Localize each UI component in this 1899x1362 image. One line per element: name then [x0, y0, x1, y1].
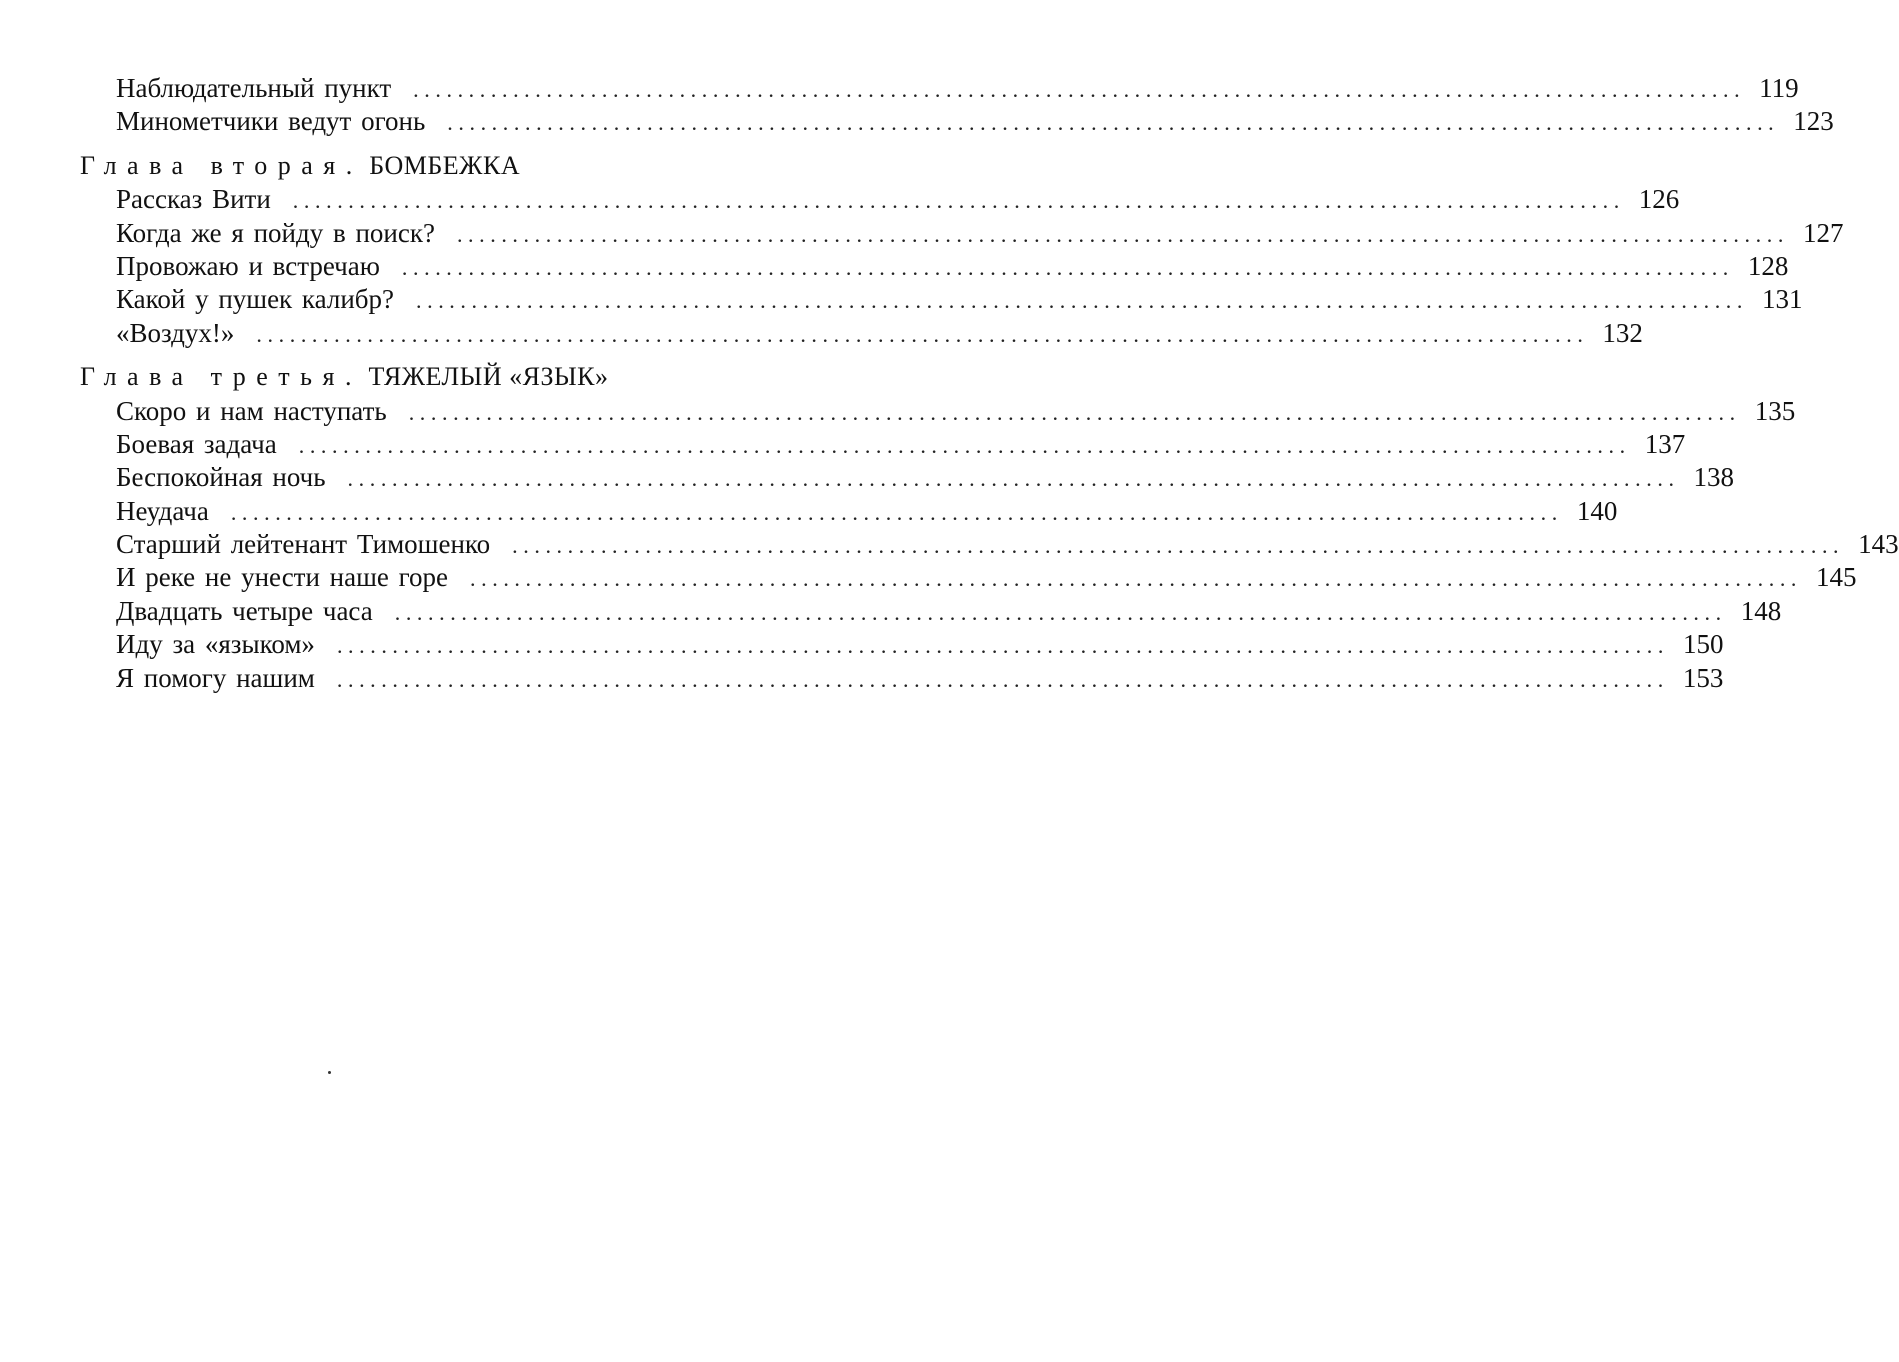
entry-title: Беспокойная ночь	[116, 462, 326, 493]
entry-title: Иду за «языком»	[116, 629, 315, 660]
entry-page-number: 126	[1638, 184, 1680, 215]
dot-leader: ........................................................................................................................	[347, 466, 1680, 492]
toc-entry	[116, 317, 1643, 350]
entry-title: И реке не унести наше горе	[116, 562, 449, 593]
dot-leader: ........................................................................................................................	[298, 432, 1631, 458]
entry-title: Боевая задача	[116, 428, 277, 459]
toc-entry	[116, 72, 1799, 105]
entry-page-number: 145	[1816, 562, 1857, 593]
entry-page-number: 153	[1682, 662, 1724, 693]
chapter-name: ТЯЖЕЛЫЙ «ЯЗЫК»	[368, 362, 609, 392]
entry-title: Скоро и нам наступать	[116, 395, 387, 426]
dot-leader: ........................................................................................................................	[336, 666, 1669, 692]
toc-entry	[116, 561, 1857, 594]
toc-entry	[116, 283, 1803, 316]
dot-leader: ........................................................................................................................	[401, 254, 1734, 280]
dot-leader: ........................................................................................................................	[230, 499, 1563, 525]
entry-page-number: 131	[1762, 284, 1803, 315]
print-speck	[328, 1071, 331, 1074]
toc-entry	[116, 183, 1680, 216]
dot-leader: ........................................................................................................................	[336, 633, 1669, 659]
entry-page-number: 137	[1644, 428, 1686, 459]
entry-page-number: 148	[1740, 595, 1782, 626]
entry-title: Рассказ Вити	[116, 184, 271, 215]
dot-leader: ........................................................................................................................	[292, 188, 1625, 214]
entry-title: Двадцать четыре часа	[116, 595, 373, 626]
chapter-prefix: Глава вторая.	[80, 150, 363, 180]
chapter-heading	[80, 360, 1000, 393]
entry-title: Неудача	[116, 495, 209, 526]
entry-page-number: 128	[1747, 250, 1789, 281]
entry-page-number: 138	[1693, 462, 1735, 493]
toc-entry	[116, 495, 1618, 528]
dot-leader: ........................................................................................................................	[456, 221, 1789, 247]
toc-entry	[116, 105, 1834, 138]
entry-title: Наблюдательный пункт	[116, 73, 392, 103]
entry-title: Старший лейтенант Тимошенко	[116, 529, 491, 560]
entry-title: Когда же я пойду в поиск?	[116, 217, 435, 248]
dot-leader: ........................................................................................................................	[512, 533, 1845, 559]
chapter-name: БОМБЕЖКА	[369, 150, 521, 180]
toc-entry	[116, 662, 1724, 695]
dot-leader: ........................................................................................................................	[470, 566, 1803, 592]
entry-title: «Воздух!»	[116, 317, 235, 348]
dot-leader: ........................................................................................................................	[256, 321, 1589, 347]
dot-leader: ........................................................................................................................	[447, 110, 1780, 136]
entry-page-number: 132	[1602, 317, 1643, 348]
entry-title: Я помогу нашим	[116, 662, 315, 693]
entry-title: Минометчики ведут огонь	[116, 106, 426, 137]
toc-entry	[116, 217, 1844, 250]
entry-page-number: 127	[1802, 217, 1844, 248]
toc-entry	[116, 428, 1686, 461]
toc-entry	[116, 528, 1899, 561]
entry-page-number: 123	[1793, 106, 1834, 137]
entry-page-number: 140	[1576, 495, 1618, 526]
entry-page-number: 150	[1682, 629, 1724, 660]
dot-leader: ........................................................................................................................	[394, 599, 1727, 625]
dot-leader: ........................................................................................................................	[416, 288, 1748, 314]
entry-title: Провожаю и встречаю	[116, 250, 380, 281]
table-of-contents	[0, 72, 1899, 695]
toc-entry	[116, 250, 1789, 283]
toc-entry	[116, 628, 1724, 661]
toc-entry	[116, 595, 1782, 628]
chapter-heading	[80, 149, 1000, 182]
entry-page-number: 135	[1754, 395, 1796, 426]
entry-title: Какой у пушек калибр?	[116, 284, 394, 315]
toc-entry	[116, 461, 1735, 494]
chapter-prefix: Глава третья.	[80, 362, 362, 392]
toc-entry	[116, 395, 1796, 428]
dot-leader: ........................................................................................................................	[408, 399, 1741, 425]
entry-page-number: 143	[1858, 529, 1899, 560]
dot-leader: ........................................................................................................................	[413, 77, 1746, 102]
entry-page-number: 119	[1759, 73, 1799, 103]
